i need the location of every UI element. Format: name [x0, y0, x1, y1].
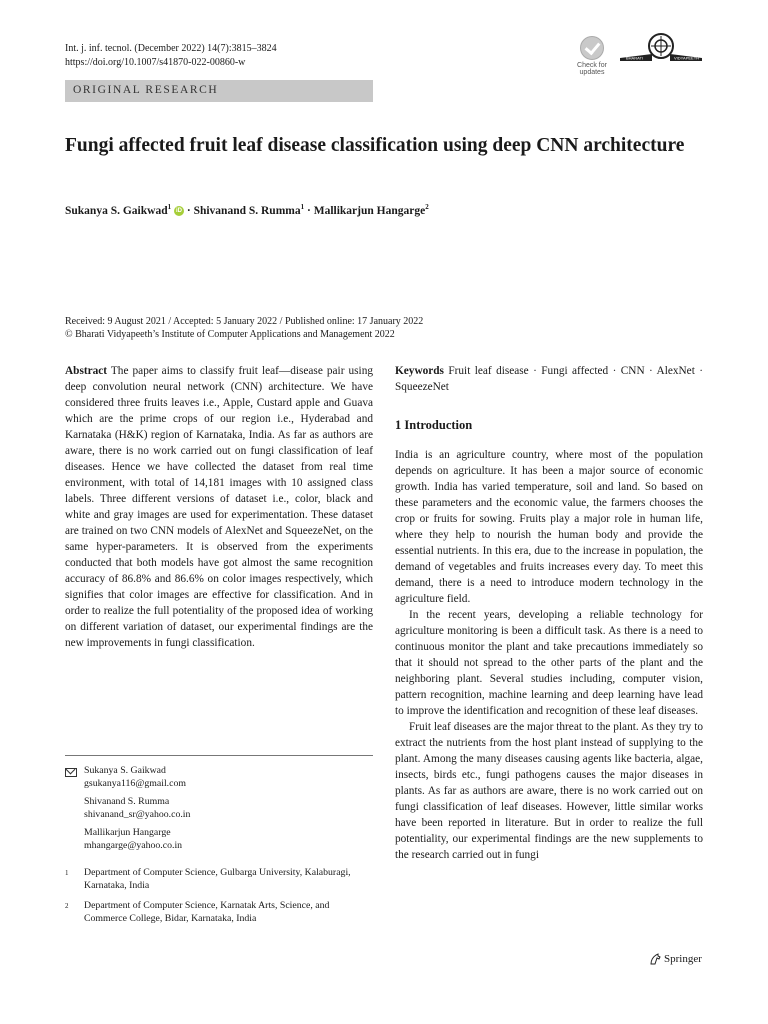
affiliation-2 [65, 900, 365, 925]
author-separator: · [304, 204, 314, 217]
check-updates-icon [580, 36, 604, 60]
affiliation-text: Department of Computer Science, Gulbarga University, Kalaburagi, Karnataka, India [84, 867, 351, 891]
corresponding-author-name: Sukanya S. Gaikwad [84, 765, 166, 776]
copyright-notice: © Bharati Vidyapeeth’s Institute of Computer Applications and Management 2022 [65, 329, 395, 340]
publication-history [65, 315, 423, 341]
journal-citation: Int. j. inf. tecnol. (December 2022) 14(7):3815–3824 [65, 43, 277, 54]
received-accepted-published: Received: 9 August 2021 / Accepted: 5 January 2022 / Published online: 17 January 2022 [65, 316, 424, 327]
affiliation-number: 2 [65, 902, 69, 910]
publisher-name: Springer [664, 953, 702, 965]
author-list [65, 203, 429, 217]
springer-horse-icon [649, 953, 661, 965]
check-updates-label: Check for updates [577, 62, 607, 76]
intro-paragraph: Fruit leaf diseases are the major threat to the plant. As they try to extract the nutrients from the host plant instead of supplying to the plant. Among the many diseases causing agents like bacteria, algae, insects, birds etc., fungi pathogens causes the major diseases in plants. As far as authors are aware, there is no work carried out on fungi classification of leaf diseases. However, little similar works have been reported in literature. But in order to realize the full potentiality, our experimental findings are the new supplements to the research carried out in fungi [395, 721, 703, 861]
abstract-text: The paper aims to classify fruit leaf—disease pair using deep convolution neural network (CNN) architecture. We have considered three fruits leaves i.e., Apple, Custard apple and Guava which are the prime crops of our region i.e., Hyderabad and Karnataka (H&K) region of Karnataka, India. As far as authors are aware, there is no work carried out on fungi classification of leaf diseases. Hence we have collected the dataset from real time environment, with total of 14,181 images with 10 assigned class labels. Three different versions of dataset i.e., color, black and white and gray images are used for experimentation. These dataset are trained on two CNN models of AlexNet and SqueezeNet, on the same hyper-parameters. It is observed from the experiments conducted that both models have got almost the same recognition accuracy of 86.8% and 86.6% on color images respectively, which signifies that color images are effective for classification. And in order to realize the full potentiality of the proposed idea of working on different variation of dataset, our experimental findings are the new improvements in fungi classification. [65, 365, 373, 649]
author-name[interactable]: Sukanya S. Gaikwad [65, 204, 168, 217]
keywords-heading: Keywords [395, 365, 444, 377]
corresponding-author-name: Shivanand S. Rumma [84, 796, 170, 807]
intro-paragraph: India is an agriculture country, where most of the population depends on agriculture. It has been a major source of economic growth. India has varied temperature, soil and land. So based on these parameters and the economic value, the farmers chooses the crop or fruits for sowing. Fruits play a major role in human life, where they help to nourish the human body and provide the essential nutrients. In this era, due to the increase in population, the demand of vegetables and fruits increases every day. To meet this demand, there is a need to introduce modern technology in the agriculture field. [395, 449, 703, 605]
abstract-section [65, 363, 373, 651]
author-affiliation-mark: 1 [300, 203, 305, 211]
keywords-section [395, 363, 703, 395]
abstract-heading: Abstract [65, 365, 108, 377]
mail-icon [65, 768, 77, 777]
doi-link[interactable]: https://doi.org/10.1007/s41870-022-00860-w [65, 57, 246, 68]
right-column [395, 363, 703, 863]
footnote-divider [65, 755, 373, 756]
affiliation-1 [65, 867, 365, 892]
correspondence-block [65, 765, 373, 858]
svg-text:VIDYAPEETH: VIDYAPEETH [674, 55, 700, 61]
author-separator: · [183, 204, 194, 217]
author-affiliation-mark: 1 [167, 203, 172, 211]
author-name[interactable]: Mallikarjun Hangarge [313, 204, 426, 217]
article-type-banner [65, 80, 373, 102]
affiliation-number: 1 [65, 869, 69, 877]
section-heading-introduction: 1 Introduction [395, 418, 473, 432]
article-type-label: ORIGINAL RESEARCH [73, 84, 219, 96]
author-name[interactable]: Shivanand S. Rumma [193, 204, 301, 217]
corresponding-author-name: Mallikarjun Hangarge [84, 827, 171, 838]
author-affiliation-mark: 2 [425, 203, 429, 211]
svg-text:BHARATI: BHARATI [626, 55, 644, 61]
bharati-vidyapeeth-logo [618, 28, 704, 72]
corresponding-author-email[interactable]: mhangarge@yahoo.co.in [84, 839, 183, 851]
keywords-text: Fruit leaf disease · Fungi affected · CNN · AlexNet · SqueezeNet [395, 365, 703, 393]
paper-title: Fungi affected fruit leaf disease classification using deep CNN architecture [65, 135, 685, 156]
corresponding-author-email[interactable]: shivanand_sr@yahoo.co.in [84, 808, 191, 820]
check-for-updates-badge[interactable] [570, 36, 614, 74]
affiliation-text: Department of Computer Science, Karnatak Arts, Science, and Commerce College, Bidar, Karnataka, India [84, 900, 330, 924]
corresponding-author-email[interactable]: gsukanya116@gmail.com [84, 777, 186, 789]
springer-logo [649, 953, 702, 965]
intro-paragraph: In the recent years, developing a reliable technology for agriculture monitoring is been a difficult task. As there is a need to continuous monitor the plant and take precautions immediately so that it should not spread to the other parts of the plant and the neighboring plant. Several studies including, computer vision, pattern recognition, machine learning and deep learning have lead to improve the identification and recognition of these leaf diseases. [395, 609, 703, 717]
orcid-icon[interactable]: iD [175, 208, 182, 215]
